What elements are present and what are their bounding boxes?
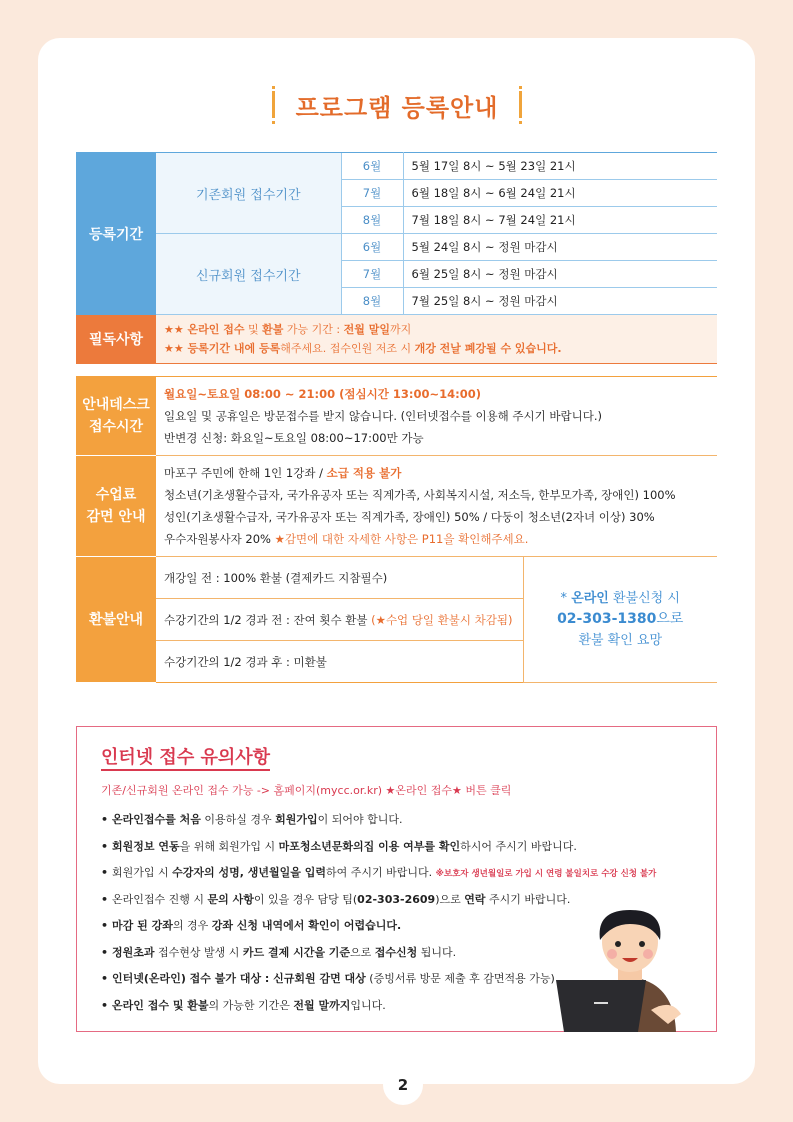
refund-row bbox=[76, 557, 717, 599]
refund-head: 환불안내 bbox=[76, 557, 156, 683]
month-cell: 8월 bbox=[341, 288, 403, 315]
notice-item: • 인터넷(온라인) 접수 불가 대상 : 신규회원 감면 대상 (증빙서류 방문 제출 후 감면적용 가능) bbox=[101, 966, 656, 993]
discount-line-2: 청소년(기초생활수급자, 국가유공자 또는 직계가족, 사회복지시설, 저소득, 한부모가족, 장애인) 100% bbox=[164, 488, 676, 502]
notice-line-1: ★★ 온라인 접수 및 환불 가능 기간 : 전월 말일까지 bbox=[164, 323, 412, 336]
notice-row bbox=[76, 315, 717, 364]
notice-body bbox=[156, 315, 717, 364]
desk-hours: 월요일~토요일 08:00 ~ 21:00 (점심시간 13:00~14:00) bbox=[164, 387, 481, 401]
period-cell: 7월 25일 8시 ~ 정원 마감시 bbox=[403, 288, 717, 315]
desk-holiday: 일요일 및 공휴일은 방문접수를 받지 않습니다. (인터넷접수를 이용해 주시기 바랍니다.) bbox=[164, 409, 602, 423]
page-number: 2 bbox=[383, 1065, 423, 1105]
discount-line-3: 성인(기초생활수급자, 국가유공자 또는 직계가족, 장애인) 50% / 다둥이 청소년(2자녀 이상) 30% bbox=[164, 510, 655, 524]
discount-body bbox=[156, 456, 717, 557]
registration-head: 등록기간 bbox=[76, 153, 156, 315]
registration-table bbox=[76, 152, 717, 364]
desk-row bbox=[76, 377, 717, 456]
notice-item: • 온라인 접수 및 환불의 가능한 기간은 전월 말까지입니다. bbox=[101, 993, 656, 1020]
discount-head: 수업료 감면 안내 bbox=[76, 456, 156, 557]
month-cell: 6월 bbox=[341, 153, 403, 180]
title-right-bar bbox=[519, 86, 522, 124]
refund-rule-3: 수강기간의 1/2 경과 후 : 미환불 bbox=[156, 641, 523, 683]
period-cell: 5월 24일 8시 ~ 정원 마감시 bbox=[403, 234, 717, 261]
discount-line-1: 마포구 주민에 한해 1인 1강좌 / 소급 적용 불가 bbox=[164, 466, 402, 480]
month-cell: 7월 bbox=[341, 180, 403, 207]
desk-body bbox=[156, 377, 717, 456]
refund-rule-2: 수강기간의 1/2 경과 전 : 잔여 횟수 환불 (★수업 당일 환불시 차감됨) bbox=[156, 599, 523, 641]
period-cell: 5월 17일 8시 ~ 5월 23일 21시 bbox=[403, 153, 717, 180]
period-cell: 6월 25일 8시 ~ 정원 마감시 bbox=[403, 261, 717, 288]
notice-item: • 회원정보 연동을 위해 회원가입 시 마포청소년문화의집 이용 여부를 확인하시어 주시기 바랍니다. bbox=[101, 834, 656, 861]
desk-change: 반변경 신청: 화요일~토요일 08:00~17:00만 가능 bbox=[164, 431, 424, 445]
period-cell: 7월 18일 8시 ~ 7월 24일 21시 bbox=[403, 207, 717, 234]
new-member-label: 신규회원 접수기간 bbox=[156, 234, 341, 315]
notice-item: • 회원가입 시 수강자의 성명, 생년월일을 입력하여 주시기 바랍니다. ※보호자 생년월일로 가입 시 연령 불일치로 수강 신청 불가 bbox=[101, 860, 656, 887]
existing-member-label: 기존회원 접수기간 bbox=[156, 153, 341, 234]
month-cell: 6월 bbox=[341, 234, 403, 261]
notice-item: • 온라인접수 진행 시 문의 사항이 있을 경우 담당 팀(02-303-2609)으로 연락 주시기 바랍니다. bbox=[101, 887, 656, 914]
notice-item: • 온라인접수를 처음 이용하실 경우 회원가입이 되어야 합니다. bbox=[101, 807, 656, 834]
title-block bbox=[270, 82, 524, 128]
notice-head: 필독사항 bbox=[76, 315, 156, 364]
desk-head: 안내데스크 접수시간 bbox=[76, 377, 156, 456]
refund-contact: * 온라인 환불신청 시 02-303-1380으로 환불 확인 요망 bbox=[523, 557, 717, 683]
month-cell: 7월 bbox=[341, 261, 403, 288]
table-row bbox=[76, 234, 717, 261]
notice-line-2: ★★ 등록기간 내에 등록해주세요. 접수인원 저조 시 개강 전날 폐강될 수 있습니다. bbox=[164, 342, 562, 355]
table-row bbox=[76, 153, 717, 180]
page-title: 프로그램 등록안내 bbox=[295, 94, 499, 122]
internet-notice-title: 인터넷 접수 유의사항 bbox=[101, 743, 270, 769]
guide-table bbox=[76, 376, 717, 683]
person-laptop-illustration bbox=[556, 902, 706, 1032]
notice-item: • 정원초과 접수현상 발생 시 카드 결제 시간을 기준으로 접수신청 됩니다. bbox=[101, 940, 656, 967]
discount-line-4: 우수자원봉사자 20% ★감면에 대한 자세한 사항은 P11을 확인해주세요. bbox=[164, 532, 529, 546]
internet-notice-subtitle: 기존/신규회원 온라인 접수 가능 -> 홈페이지(mycc.or.kr) ★온라인 접수★ 버튼 클릭 bbox=[101, 784, 512, 797]
period-cell: 6월 18일 8시 ~ 6월 24일 21시 bbox=[403, 180, 717, 207]
notice-item: • 마감 된 강좌의 경우 강좌 신청 내역에서 확인이 어렵습니다. bbox=[101, 913, 656, 940]
discount-row bbox=[76, 456, 717, 557]
refund-rule-1: 개강일 전 : 100% 환불 (결제카드 지참필수) bbox=[156, 557, 523, 599]
month-cell: 8월 bbox=[341, 207, 403, 234]
